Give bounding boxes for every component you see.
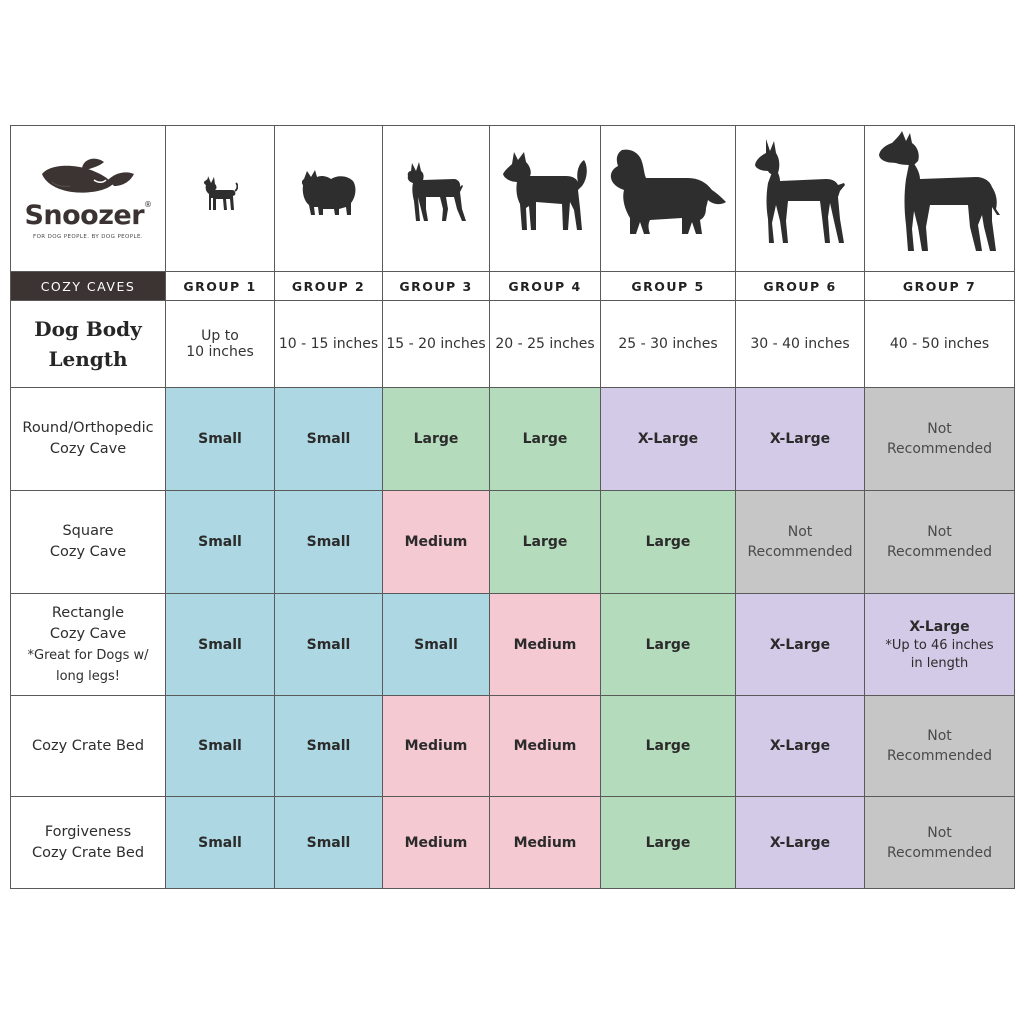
group-header-row <box>11 272 1015 301</box>
dog-cell-group-1 <box>166 126 275 272</box>
product-label: Forgiveness Cozy Crate Bed <box>11 797 166 889</box>
golden-retriever-icon <box>610 148 726 236</box>
length-group-4: 20 - 25 inches <box>490 301 601 388</box>
dog-cell-group-5 <box>601 126 736 272</box>
dog-cell-group-6 <box>736 126 865 272</box>
category-label: COZY CAVES <box>11 272 166 301</box>
chihuahua-icon <box>202 172 238 212</box>
group-7-header: GROUP 7 <box>865 272 1015 301</box>
size-cell: Medium <box>383 696 490 797</box>
size-note: *Up to 46 inches <box>885 637 994 653</box>
group-2-header: GROUP 2 <box>275 272 383 301</box>
product-row-rectangle <box>11 594 1015 696</box>
group-3-header: GROUP 3 <box>383 272 490 301</box>
product-label: Square Cozy Cave <box>11 491 166 594</box>
size-cell: Medium <box>490 797 601 889</box>
size-cell: X-Large <box>736 696 865 797</box>
length-group-6: 30 - 40 inches <box>736 301 865 388</box>
size-chart <box>10 125 1014 897</box>
group-1-header: GROUP 1 <box>166 272 275 301</box>
snoozer-logo <box>11 126 165 271</box>
group-5-header: GROUP 5 <box>601 272 736 301</box>
great-dane-icon <box>878 129 1002 255</box>
length-group-5: 25 - 30 inches <box>601 301 736 388</box>
logo-cell <box>11 126 166 272</box>
size-cell: X-Large <box>601 388 736 491</box>
group-4-header: GROUP 4 <box>490 272 601 301</box>
length-group-1: Up to 10 inches <box>166 301 275 388</box>
product-label: Round/Orthopedic Cozy Cave <box>11 388 166 491</box>
size-cell: Large <box>383 388 490 491</box>
dog-cell-group-4 <box>490 126 601 272</box>
size-chart-table <box>10 125 1015 889</box>
product-row-square <box>11 491 1015 594</box>
size-cell: Small <box>383 594 490 696</box>
size-cell: Small <box>275 388 383 491</box>
size-cell: Large <box>490 491 601 594</box>
size-cell: X-Large <box>736 797 865 889</box>
size-cell: Not Recommended <box>865 696 1015 797</box>
size-cell: Small <box>275 491 383 594</box>
product-row-forgiveness <box>11 797 1015 889</box>
size-cell: Large <box>601 491 736 594</box>
size-cell: Small <box>275 797 383 889</box>
group-6-header: GROUP 6 <box>736 272 865 301</box>
size-cell: Medium <box>383 491 490 594</box>
size-cell: X-Large <box>736 594 865 696</box>
size-cell: Large <box>601 594 736 696</box>
length-group-3: 15 - 20 inches <box>383 301 490 388</box>
size-cell: Small <box>166 696 275 797</box>
size-cell: Not Recommended <box>865 388 1015 491</box>
brand-tagline: FOR DOG PEOPLE. BY DOG PEOPLE. <box>33 234 143 240</box>
product-label: Cozy Crate Bed <box>11 696 166 797</box>
size-cell: Small <box>275 696 383 797</box>
size-cell: Small <box>166 594 275 696</box>
size-cell: Not Recommended <box>865 491 1015 594</box>
product-row-crate-bed <box>11 696 1015 797</box>
size-cell: Medium <box>383 797 490 889</box>
product-label: Rectangle Cozy Cave *Great for Dogs w/ long legs! <box>11 594 166 696</box>
size-cell: X-Large <box>736 388 865 491</box>
size-cell: Not Recommended <box>736 491 865 594</box>
pomeranian-icon <box>301 165 357 219</box>
sleeping-dog-logo-icon <box>38 156 138 202</box>
size-cell: Large <box>490 388 601 491</box>
length-group-7: 40 - 50 inches <box>865 301 1015 388</box>
size-cell: Small <box>275 594 383 696</box>
body-length-label: Dog Body Length <box>11 301 166 388</box>
product-row-round <box>11 388 1015 491</box>
size-cell: Not Recommended <box>865 797 1015 889</box>
husky-icon <box>502 150 588 234</box>
doberman-icon <box>754 137 846 247</box>
length-group-2: 10 - 15 inches <box>275 301 383 388</box>
dog-cell-group-7 <box>865 126 1015 272</box>
size-note: in length <box>910 655 969 671</box>
size-cell: Small <box>166 388 275 491</box>
size-cell: Large <box>601 797 736 889</box>
size-cell: Medium <box>490 696 601 797</box>
dog-cell-group-2 <box>275 126 383 272</box>
dog-illustration-row <box>11 126 1015 272</box>
dog-cell-group-3 <box>383 126 490 272</box>
size-cell: Medium <box>490 594 601 696</box>
size-cell: Small <box>166 797 275 889</box>
body-length-row <box>11 301 1015 388</box>
brand-wordmark: Snoozer® <box>24 200 152 231</box>
size-cell: X-Large *Up to 46 inches in length <box>865 594 1015 696</box>
size-cell: Small <box>166 491 275 594</box>
boston-terrier-icon <box>406 159 466 225</box>
size-cell: Large <box>601 696 736 797</box>
